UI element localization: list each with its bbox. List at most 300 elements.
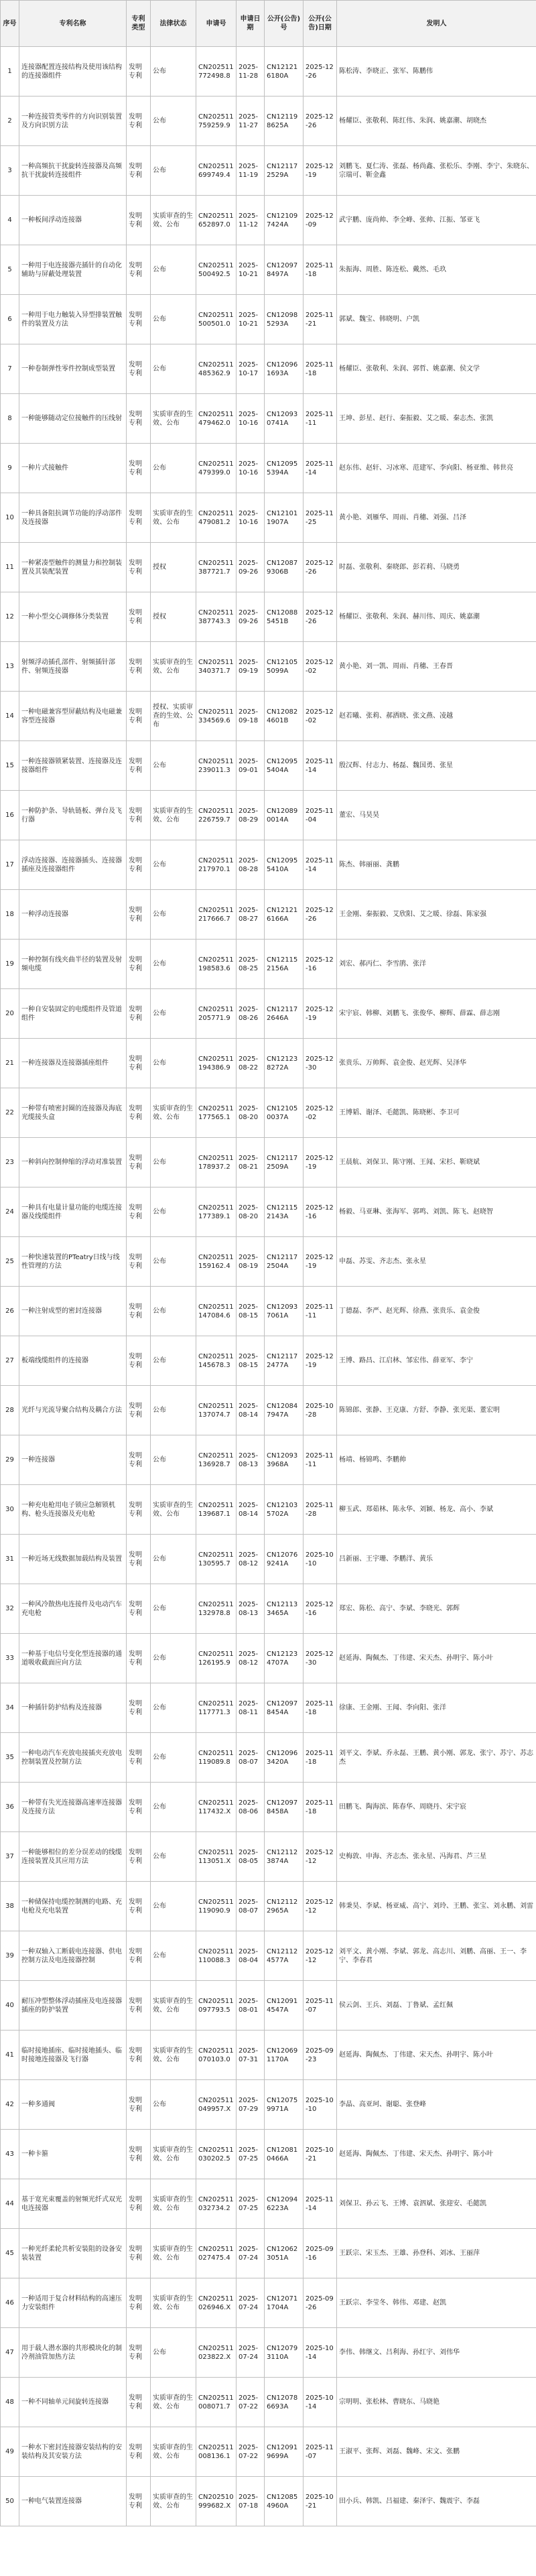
cell-name: 一种水下密封连接器安装结构的安装结构及其安装方法 (19, 2427, 127, 2477)
cell-inventors: 杨耀臣、张敬利、陈红伟、朱润、姚嘉潮、胡晓杰 (337, 96, 536, 146)
cell-status: 实质审查的生效、公布 (151, 2477, 196, 2526)
cell-status: 授权 (151, 543, 196, 592)
table-row (1, 2031, 536, 2080)
cell-app-date: 2025-07-31 (237, 2031, 265, 2080)
cell-pub-date: 2025-10-14 (304, 2328, 337, 2378)
cell-status: 公布 (151, 1435, 196, 1485)
cell-app-no: CN202511177389.1 (196, 1187, 237, 1237)
cell-pub-no: CN121152143A (265, 1187, 304, 1237)
cell-app-date: 2025-07-24 (237, 2328, 265, 2378)
table-row (1, 1832, 536, 1882)
cell-pub-no: CN120759971A (265, 2080, 304, 2130)
table-row (1, 2427, 536, 2477)
cell-app-no: CN202511070103.0 (196, 2031, 237, 2080)
cell-no: 15 (1, 741, 19, 791)
cell-app-no: CN202511130595.7 (196, 1535, 237, 1584)
cell-name: 临时接地插座、临时接地插头、临时接地连接器及飞行器 (19, 2031, 127, 2080)
cell-type: 发明专利 (127, 196, 151, 245)
cell-name: 一种风冷散热电连接件及电动汽车充电枪 (19, 1584, 127, 1634)
cell-no: 6 (1, 295, 19, 344)
cell-app-date: 2025-07-25 (237, 2179, 265, 2229)
cell-no: 38 (1, 1882, 19, 1931)
cell-app-date: 2025-08-20 (237, 1187, 265, 1237)
table-row (1, 245, 536, 295)
cell-app-date: 2025-08-25 (237, 940, 265, 989)
cell-name: 一种浮动连接器 (19, 890, 127, 940)
table-row (1, 394, 536, 444)
cell-name: 耐压冲型整体浮动插座及电连接器插座的防护装置 (19, 1981, 127, 2031)
cell-app-no: CN202511198583.6 (196, 940, 237, 989)
cell-pub-no: CN120919699A (265, 2427, 304, 2477)
table-row (1, 1386, 536, 1435)
cell-name: 一种防护条、导轨链板、弹台及飞行器 (19, 791, 127, 840)
cell-type: 发明专利 (127, 1634, 151, 1683)
cell-pub-date: 2025-12-19 (304, 146, 337, 196)
cell-app-date: 2025-08-01 (237, 1981, 265, 2031)
cell-pub-date: 2025-11-14 (304, 444, 337, 493)
cell-pub-no: CN120810466A (265, 2130, 304, 2179)
table-row (1, 2328, 536, 2378)
cell-pub-date: 2025-11-07 (304, 1981, 337, 2031)
cell-app-no: CN202511145678.3 (196, 1336, 237, 1386)
cell-name: 一种卷制弹性零件控制成型装置 (19, 344, 127, 394)
cell-pub-no: CN121050037A (265, 1088, 304, 1138)
cell-no: 22 (1, 1088, 19, 1138)
cell-type: 发明专利 (127, 642, 151, 692)
header-pub-no: 公开(公告)号 (265, 1, 304, 47)
table-row (1, 196, 536, 245)
table-row (1, 2080, 536, 2130)
table-row (1, 444, 536, 493)
cell-name: 一种高频抗干扰旋转连接器及高频抗干扰旋转连接组件 (19, 146, 127, 196)
cell-pub-date: 2025-11-11 (304, 1287, 337, 1336)
table-row (1, 543, 536, 592)
cell-status: 公布 (151, 245, 196, 295)
cell-app-no: CN202511159162.4 (196, 1237, 237, 1287)
cell-no: 17 (1, 840, 19, 890)
cell-app-date: 2025-07-25 (237, 2130, 265, 2179)
cell-no: 49 (1, 2427, 19, 2477)
cell-app-no: CN202511759259.9 (196, 96, 237, 146)
cell-pub-no: CN121097424A (265, 196, 304, 245)
cell-type: 发明专利 (127, 1435, 151, 1485)
cell-status: 公布 (151, 1783, 196, 1832)
table-header-row (1, 1, 536, 47)
cell-no: 24 (1, 1187, 19, 1237)
cell-type: 发明专利 (127, 1584, 151, 1634)
cell-app-date: 2025-07-22 (237, 2378, 265, 2427)
cell-no: 35 (1, 1733, 19, 1783)
cell-status: 公布 (151, 344, 196, 394)
cell-app-date: 2025-11-28 (237, 47, 265, 96)
cell-type: 发明专利 (127, 1683, 151, 1733)
cell-pub-date: 2025-11-14 (304, 741, 337, 791)
table-row (1, 1535, 536, 1584)
cell-inventors: 赵延海、陶佩杰、丁伟建、宋天杰、孙明宇、陈小叶 (337, 1634, 536, 1683)
cell-status: 实质审查的生效、公布 (151, 2378, 196, 2427)
cell-app-no: CN202511205771.9 (196, 989, 237, 1039)
cell-pub-date: 2025-12-16 (304, 1584, 337, 1634)
table-row (1, 1336, 536, 1386)
cell-pub-date: 2025-12-19 (304, 989, 337, 1039)
cell-no: 19 (1, 940, 19, 989)
cell-no: 2 (1, 96, 19, 146)
cell-status: 授权 (151, 592, 196, 642)
cell-type: 发明专利 (127, 940, 151, 989)
cell-status: 公布 (151, 47, 196, 96)
table-row (1, 295, 536, 344)
cell-pub-date: 2025-12-09 (304, 196, 337, 245)
cell-inventors: 宋宇宸、韩柳、刘鹏飞、张俊华、柳辉、薛霖、薛志刚 (337, 989, 536, 1039)
cell-pub-date: 2025-12-26 (304, 96, 337, 146)
cell-app-no: CN202511023822.X (196, 2328, 237, 2378)
cell-name: 一种快速装置的PTeatry日线与线性管理的方法 (19, 1237, 127, 1287)
cell-app-no: CN202511485362.9 (196, 344, 237, 394)
cell-pub-date: 2025-12-30 (304, 1634, 337, 1683)
cell-app-no: CN202511226759.7 (196, 791, 237, 840)
cell-pub-no: CN121011907A (265, 493, 304, 543)
table-row (1, 642, 536, 692)
cell-app-date: 2025-08-19 (237, 1237, 265, 1287)
table-row (1, 2278, 536, 2328)
cell-type: 发明专利 (127, 344, 151, 394)
table-row (1, 1039, 536, 1088)
cell-type: 发明专利 (127, 543, 151, 592)
cell-app-date: 2025-08-27 (237, 890, 265, 940)
cell-app-date: 2025-07-22 (237, 2427, 265, 2477)
cell-pub-date: 2025-11-14 (304, 2179, 337, 2229)
cell-app-date: 2025-08-04 (237, 1931, 265, 1981)
cell-status: 实质审查的生效、公布 (151, 493, 196, 543)
cell-type: 发明专利 (127, 1336, 151, 1386)
cell-inventors: 王博、路昌、江启林、邹宏伟、薛亚军、李宁 (337, 1336, 536, 1386)
cell-app-date: 2025-08-07 (237, 1733, 265, 1783)
cell-inventors: 杨耀臣、张敬利、朱润、郭哲、姚嘉潮、侯文学 (337, 344, 536, 394)
cell-name: 一种电磁兼容型屏蔽结构及电磁兼容型连接器 (19, 692, 127, 741)
cell-no: 21 (1, 1039, 19, 1088)
cell-type: 发明专利 (127, 1832, 151, 1882)
cell-app-date: 2025-10-21 (237, 295, 265, 344)
cell-inventors: 董宏、马昊昊 (337, 791, 536, 840)
cell-app-no: CN202511132978.8 (196, 1584, 237, 1634)
table-row (1, 1783, 536, 1832)
cell-no: 18 (1, 890, 19, 940)
cell-pub-no: CN120691170A (265, 2031, 304, 2080)
cell-app-date: 2025-10-16 (237, 444, 265, 493)
cell-name: 一种小型交心调修体分类装置 (19, 592, 127, 642)
cell-status: 公布 (151, 2328, 196, 2378)
cell-type: 发明专利 (127, 1138, 151, 1187)
cell-pub-no: CN121216166A (265, 890, 304, 940)
table-row (1, 1931, 536, 1981)
cell-name: 一种不同轴单元间旋转连接器 (19, 2378, 127, 2427)
cell-app-no: CN202511178937.2 (196, 1138, 237, 1187)
cell-pub-no: CN120985293A (265, 295, 304, 344)
cell-inventors: 申磊、苏雯、齐志杰、张永星 (337, 1237, 536, 1287)
table-row (1, 1187, 536, 1237)
cell-type: 发明专利 (127, 2477, 151, 2526)
cell-pub-date: 2025-11-18 (304, 344, 337, 394)
cell-inventors: 朱振海、周胜、陈连松、戴然、毛玖 (337, 245, 536, 295)
cell-name: 一种光纤柔轮共析安装阻的设备安装装置 (19, 2229, 127, 2278)
table-row (1, 47, 536, 96)
cell-app-no: CN202511500501.0 (196, 295, 237, 344)
cell-pub-no: CN120786693A (265, 2378, 304, 2427)
cell-name: 光纤与光流导聚合结构及耦合方法 (19, 1386, 127, 1435)
cell-app-date: 2025-11-12 (237, 196, 265, 245)
cell-type: 发明专利 (127, 1535, 151, 1584)
cell-inventors: 刘平文、李斌、乔永磊、王鹏、黄小刚、郭龙、张宁、苏宁、苏志杰 (337, 1733, 536, 1783)
cell-status: 公布 (151, 295, 196, 344)
cell-type: 发明专利 (127, 989, 151, 1039)
cell-no: 1 (1, 47, 19, 96)
cell-status: 公布 (151, 1832, 196, 1882)
cell-pub-date: 2025-11-28 (304, 1485, 337, 1535)
cell-status: 公布 (151, 1386, 196, 1435)
cell-type: 发明专利 (127, 2328, 151, 2378)
table-row (1, 890, 536, 940)
cell-status: 公布 (151, 2080, 196, 2130)
cell-inventors: 李伟、韩继文、吕利海、孙红宇、刘伟华 (337, 2328, 536, 2378)
cell-app-date: 2025-08-15 (237, 1336, 265, 1386)
cell-status: 公布 (151, 1733, 196, 1783)
cell-pub-no: CN121122965A (265, 1882, 304, 1931)
cell-type: 发明专利 (127, 2031, 151, 2080)
cell-type: 发明专利 (127, 741, 151, 791)
table-row (1, 692, 536, 741)
cell-no: 20 (1, 989, 19, 1039)
cell-pub-date: 2025-11-25 (304, 493, 337, 543)
cell-pub-no: CN120961693A (265, 344, 304, 394)
cell-app-no: CN202511147084.6 (196, 1287, 237, 1336)
cell-pub-no: CN121123874A (265, 1832, 304, 1882)
cell-inventors: 徐康、王金刚、王闻、李向阳、张洋 (337, 1683, 536, 1733)
cell-no: 44 (1, 2179, 19, 2229)
cell-app-date: 2025-08-14 (237, 1386, 265, 1435)
cell-pub-date: 2025-12-16 (304, 1187, 337, 1237)
cell-inventors: 杨靖、杨锦鸣、李鹏帅 (337, 1435, 536, 1485)
cell-type: 发明专利 (127, 1733, 151, 1783)
cell-pub-no: CN121172646A (265, 989, 304, 1039)
cell-app-no: CN202511194386.9 (196, 1039, 237, 1088)
cell-name: 射频浮动插孔部件、射频插针部件、射频连接器 (19, 642, 127, 692)
cell-no: 23 (1, 1138, 19, 1187)
cell-pub-no: CN120978458A (265, 1783, 304, 1832)
cell-pub-date: 2025-10-21 (304, 2130, 337, 2179)
cell-pub-date: 2025-11-18 (304, 245, 337, 295)
table-row (1, 1683, 536, 1733)
cell-pub-date: 2025-12-02 (304, 1088, 337, 1138)
cell-pub-date: 2025-12-19 (304, 1336, 337, 1386)
cell-pub-no: CN120955410A (265, 840, 304, 890)
cell-name: 一种卡箍 (19, 2130, 127, 2179)
cell-pub-no: CN121152156A (265, 940, 304, 989)
table-row (1, 2229, 536, 2278)
cell-status: 实质审查的生效、公布 (151, 394, 196, 444)
cell-app-no: CN202511126195.9 (196, 1634, 237, 1683)
cell-app-date: 2025-10-21 (237, 245, 265, 295)
cell-status: 公布 (151, 940, 196, 989)
cell-inventors: 王金刚、秦振毅、艾欣阳、艾之暖、徐磊、陈家强 (337, 890, 536, 940)
cell-app-date: 2025-07-29 (237, 2080, 265, 2130)
cell-inventors: 黄小艳、刘一凯、周雨、肖穗、王春晋 (337, 642, 536, 692)
table-row (1, 1287, 536, 1336)
table-row (1, 940, 536, 989)
cell-status: 公布 (151, 1882, 196, 1931)
table-row (1, 1882, 536, 1931)
cell-pub-no: CN121124577A (265, 1931, 304, 1981)
cell-type: 发明专利 (127, 493, 151, 543)
cell-type: 发明专利 (127, 2179, 151, 2229)
cell-inventors: 田鹏飞、陶海滨、陈春华、周晓丹、宋宇宸 (337, 1783, 536, 1832)
cell-no: 26 (1, 1287, 19, 1336)
cell-pub-date: 2025-12-26 (304, 592, 337, 642)
cell-app-date: 2025-08-14 (237, 1485, 265, 1535)
cell-pub-no: CN121234707A (265, 1634, 304, 1683)
cell-pub-date: 2025-12-16 (304, 940, 337, 989)
cell-pub-no: CN121055099A (265, 642, 304, 692)
cell-name: 一种充电枪用电子锁应急解锁机构、枪头连接器及充电枪 (19, 1485, 127, 1535)
cell-name: 一种能够随动定位接触件的压线射 (19, 394, 127, 444)
cell-name: 一种适用于复合材料结构的高速压力安装组件 (19, 2278, 127, 2328)
cell-pub-no: CN121238272A (265, 1039, 304, 1088)
cell-name: 一种插针防护结构及连接器 (19, 1683, 127, 1733)
cell-status: 公布 (151, 989, 196, 1039)
cell-inventors: 刘平文、黄小刚、李斌、郭龙、高志川、刘鹏、高丽、王一、李宁、李春君 (337, 1931, 536, 1981)
table-row (1, 1981, 536, 2031)
cell-name: 一种具备阻抗调节功能的浮动部件及连接器 (19, 493, 127, 543)
cell-inventors: 刘保卫、孙云飞、王博、袁泗斌、张迎安、毛懿凯 (337, 2179, 536, 2229)
cell-pub-date: 2025-12-26 (304, 890, 337, 940)
cell-app-date: 2025-08-11 (237, 1683, 265, 1733)
cell-app-no: CN202511030202.5 (196, 2130, 237, 2179)
cell-no: 31 (1, 1535, 19, 1584)
cell-inventors: 韩秉昊、李斌、杨亚威、高宁、刘玲、王鹏、张宝、刘永鹏、刘雷 (337, 1882, 536, 1931)
cell-status: 实质审查的生效、公布 (151, 1981, 196, 2031)
cell-name: 一种片式接触件 (19, 444, 127, 493)
cell-pub-no: CN120854960A (265, 2477, 304, 2526)
cell-pub-no: CN120885451B (265, 592, 304, 642)
cell-status: 实质审查的生效、公布 (151, 2179, 196, 2229)
cell-app-no: CN202511117771.3 (196, 1683, 237, 1733)
cell-app-date: 2025-08-13 (237, 1435, 265, 1485)
cell-type: 发明专利 (127, 1485, 151, 1535)
cell-inventors: 郑宏、陈松、高宁、李斌、李晓光、郭辉 (337, 1584, 536, 1634)
cell-name: 一种带有喷密封圈的连接器及海底光缆接头盒 (19, 1088, 127, 1138)
cell-pub-date: 2025-11-11 (304, 394, 337, 444)
cell-pub-no: CN121172504A (265, 1237, 304, 1287)
cell-app-no: CN202511387721.7 (196, 543, 237, 592)
cell-app-no: CN202511110088.3 (196, 1931, 237, 1981)
cell-app-no: CN202511026946.X (196, 2278, 237, 2328)
cell-pub-no: CN120978497A (265, 245, 304, 295)
cell-status: 实质审查的生效、公布 (151, 196, 196, 245)
cell-type: 发明专利 (127, 791, 151, 840)
cell-app-no: CN202511340371.7 (196, 642, 237, 692)
cell-app-date: 2025-09-19 (237, 642, 265, 692)
cell-pub-date: 2025-12-19 (304, 1237, 337, 1287)
cell-inventors: 张贵乐、万帅辉、袁金俊、赵光辉、吴泽华 (337, 1039, 536, 1088)
cell-pub-no: CN121133465A (265, 1584, 304, 1634)
cell-no: 10 (1, 493, 19, 543)
cell-pub-date: 2025-12-12 (304, 1832, 337, 1882)
cell-no: 41 (1, 2031, 19, 2080)
cell-app-no: CN202511097793.5 (196, 1981, 237, 2031)
cell-type: 发明专利 (127, 96, 151, 146)
cell-name: 一种带有失光连接器高速率连接器及连接方法 (19, 1783, 127, 1832)
cell-pub-no: CN121172529A (265, 146, 304, 196)
cell-inventors: 刘鹏飞、夏仁涛、张磊、杨尚鑫、张松乐、李刚、李宁、朱晓东、宗瑞可、靳金鑫 (337, 146, 536, 196)
cell-status: 公布 (151, 1535, 196, 1584)
cell-name: 一种双轴入工断载电连接器、供电控制方法及电连接器控制 (19, 1931, 127, 1981)
cell-type: 发明专利 (127, 890, 151, 940)
cell-pub-date: 2025-10-28 (304, 1386, 337, 1435)
table-row (1, 1237, 536, 1287)
cell-status: 公布 (151, 1138, 196, 1187)
cell-inventors: 史梅敦、申海、齐志杰、张永星、冯海君、芦三星 (337, 1832, 536, 1882)
cell-app-no: CN202511008071.7 (196, 2378, 237, 2427)
table-row (1, 1584, 536, 1634)
cell-app-date: 2025-08-13 (237, 1584, 265, 1634)
cell-app-no: CN202511137074.7 (196, 1386, 237, 1435)
cell-status: 公布 (151, 741, 196, 791)
cell-inventors: 杨耀臣、张敬利、朱润、赫川伟、周庆、姚嘉潮 (337, 592, 536, 642)
cell-name: 一种用于电力触装入异型排装置触件的装置及方法 (19, 295, 127, 344)
cell-pub-no: CN121198625A (265, 96, 304, 146)
table-row (1, 741, 536, 791)
cell-pub-no: CN120711704A (265, 2278, 304, 2328)
cell-no: 7 (1, 344, 19, 394)
cell-no: 50 (1, 2477, 19, 2526)
cell-status: 实质审查的生效、公布 (151, 2427, 196, 2477)
cell-status: 实质审查的生效、公布 (151, 1485, 196, 1535)
cell-inventors: 赵东伟、赵轩、习冰寒、范建军、李向阳、杨亚维、韩世亮 (337, 444, 536, 493)
cell-pub-date: 2025-11-04 (304, 791, 337, 840)
cell-name: 一种自安装固定的电缆组件及管道组件 (19, 989, 127, 1039)
cell-pub-date: 2025-10-14 (304, 2378, 337, 2427)
cell-inventors: 王晨航、刘保卫、陈守刚、王闻、宋杉、靳晓斌 (337, 1138, 536, 1187)
cell-status: 公布 (151, 1237, 196, 1287)
cell-inventors: 郭斌、魏宝、韩晓明、户凯 (337, 295, 536, 344)
cell-type: 发明专利 (127, 2427, 151, 2477)
cell-pub-date: 2025-12-26 (304, 47, 337, 96)
table-row (1, 96, 536, 146)
cell-inventors: 陈锦郎、张静、王克康、方舒、李静、张光渠、董宏明 (337, 1386, 536, 1435)
cell-name: 一种基于电信号变化型连接器的通道吸收截面应向方法 (19, 1634, 127, 1683)
cell-app-date: 2025-09-26 (237, 592, 265, 642)
cell-type: 发明专利 (127, 2080, 151, 2130)
table-row (1, 2130, 536, 2179)
cell-app-no: CN202511032734.2 (196, 2179, 237, 2229)
cell-app-no: CN202511113051.X (196, 1832, 237, 1882)
cell-no: 12 (1, 592, 19, 642)
table-row (1, 592, 536, 642)
cell-app-no: CN202511217666.7 (196, 890, 237, 940)
cell-app-no: CN202511027475.4 (196, 2229, 237, 2278)
cell-app-no: CN202511479399.0 (196, 444, 237, 493)
header-status: 法律状态 (151, 1, 196, 47)
cell-app-no: CN202511479462.0 (196, 394, 237, 444)
cell-app-date: 2025-09-01 (237, 741, 265, 791)
cell-app-date: 2025-07-24 (237, 2229, 265, 2278)
cell-inventors: 刘宏、郝丙仁、李雪鹃、张洋 (337, 940, 536, 989)
cell-app-date: 2025-08-20 (237, 1088, 265, 1138)
cell-app-date: 2025-11-27 (237, 96, 265, 146)
cell-inventors: 王淑平、张辉、刘磊、魏峰、宋文、张鹏 (337, 2427, 536, 2477)
cell-no: 29 (1, 1435, 19, 1485)
cell-status: 公布 (151, 840, 196, 890)
cell-type: 发明专利 (127, 2378, 151, 2427)
